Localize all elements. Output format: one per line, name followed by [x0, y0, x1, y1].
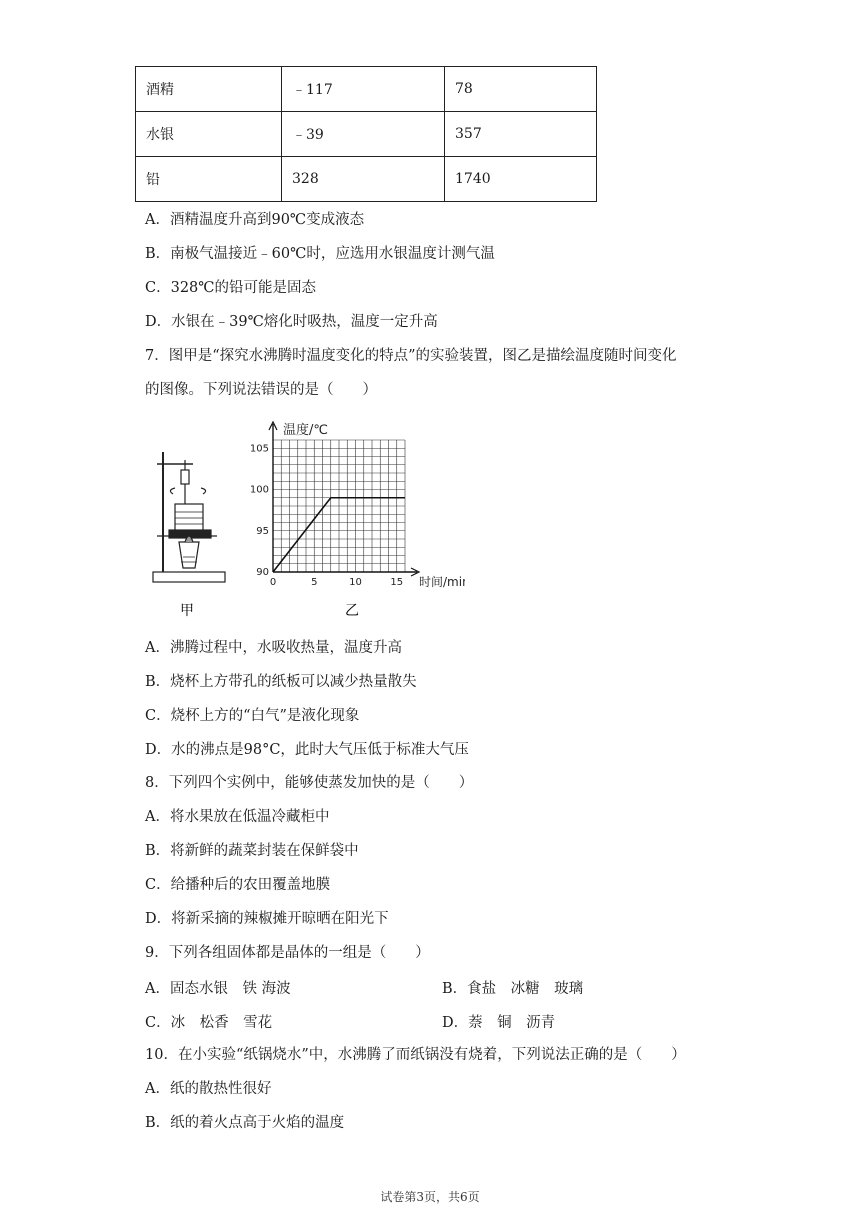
x-tick-label: 5	[311, 577, 318, 588]
q10-option-b: B．纸的着火点高于火焰的温度	[145, 1115, 345, 1131]
boiling-point: 357	[445, 112, 597, 157]
q7-option-b: B．烧杯上方带孔的纸板可以减少热量散失	[145, 674, 417, 690]
table-row	[136, 157, 597, 202]
q6-option-a: A．酒精温度升高到90℃变成液态	[145, 212, 365, 228]
substance-name: 水银	[136, 112, 282, 157]
q6-option-d: D．水银在﹣39℃熔化时吸热，温度一定升高	[145, 314, 438, 330]
q7-option-c: C．烧杯上方的“白气”是液化现象	[145, 708, 360, 724]
q8-option-b: B．将新鲜的蔬菜封装在保鲜袋中	[145, 843, 359, 859]
q6-option-b: B．南极气温接近﹣60℃时，应选用水银温度计测气温	[145, 246, 495, 262]
substance-name: 酒精	[136, 67, 282, 112]
y-tick-label: 100	[249, 484, 269, 496]
q10-option-a: A．纸的散热性很好	[145, 1081, 272, 1097]
q9-option-d: D．萘 铜 沥青	[442, 1015, 556, 1031]
melting-point: 328	[282, 157, 445, 202]
q9-stem: 9．下列各组固体都是晶体的一组是（ ）	[145, 945, 430, 961]
q8-option-c: C．给播种后的农田覆盖地膜	[145, 877, 331, 893]
q8-option-d: D．将新采摘的辣椒摊开晾晒在阳光下	[145, 911, 389, 927]
melting-point: ﹣39	[282, 112, 445, 157]
y-tick-label: 90	[256, 567, 269, 578]
q7-figure-svg	[145, 412, 465, 622]
q6-option-c: C．328℃的铅可能是固态	[145, 280, 316, 296]
q9-option-c: C．冰 松香 雪花	[145, 1015, 273, 1031]
q9-option-b: B．食盐 冰糖 玻璃	[442, 981, 584, 997]
q8-stem: 8．下列四个实例中，能够使蒸发加快的是（ ）	[145, 775, 474, 791]
table-row	[136, 112, 597, 157]
substance-table	[135, 66, 597, 202]
q9-option-a: A．固态水银 铁 海波	[145, 981, 291, 997]
q7-stem-line2: 的图像。下列说法错误的是（ ）	[145, 382, 377, 398]
q7-stem-line1: 7．图甲是“探究水沸腾时温度变化的特点”的实验装置，图乙是描绘温度随时间变化	[145, 348, 677, 364]
boiling-apparatus	[153, 452, 225, 582]
temperature-time-chart	[250, 422, 465, 589]
y-axis-label: 温度/℃	[283, 423, 328, 438]
q7-option-d: D．水的沸点是98°C，此时大气压低于标准大气压	[145, 742, 469, 758]
y-tick-label: 95	[256, 525, 269, 537]
boiling-point: 78	[445, 67, 597, 112]
x-tick-label: 10	[349, 577, 362, 588]
label-jia: 甲	[180, 603, 194, 619]
page-footer: 试卷第3页，共6页	[380, 1190, 480, 1204]
label-yi: 乙	[345, 603, 359, 619]
table-row	[136, 67, 597, 112]
melting-point: ﹣117	[282, 67, 445, 112]
x-tick-label: 0	[269, 577, 277, 588]
x-axis-label: 时间/min	[419, 575, 465, 589]
q7-option-a: A．沸腾过程中，水吸收热量，温度升高	[145, 640, 402, 656]
boiling-point: 1740	[445, 157, 597, 202]
y-tick-label: 105	[249, 443, 269, 455]
q7-figure	[145, 412, 465, 622]
substance-name: 铅	[136, 157, 282, 202]
q10-stem: 10．在小实验“纸锅烧水”中，水沸腾了而纸锅没有烧着，下列说法正确的是（ ）	[145, 1047, 686, 1063]
x-tick-label: 15	[390, 577, 404, 588]
q8-option-a: A．将水果放在低温冷藏柜中	[145, 809, 330, 825]
